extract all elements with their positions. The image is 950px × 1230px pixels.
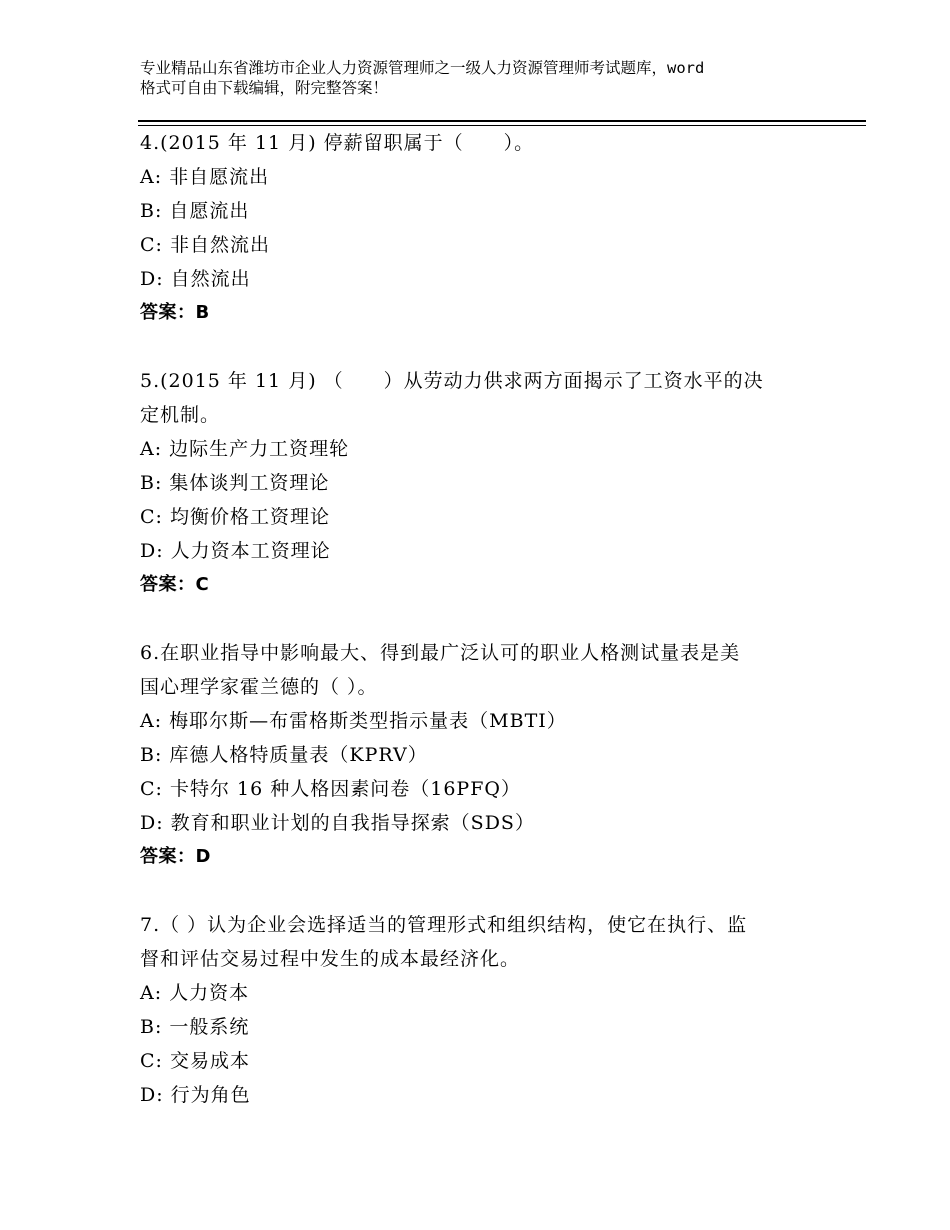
- question-text-continued: 国心理学家霍兰德的（ ）。: [140, 676, 378, 698]
- option-b: B: 一般系统: [140, 1016, 250, 1038]
- header-rule-thick: [138, 120, 866, 122]
- option-b: B: 集体谈判工资理论: [140, 472, 330, 494]
- question-list: [140, 126, 820, 1112]
- question-5: [140, 364, 820, 602]
- question-4: [140, 126, 820, 330]
- question-7: [140, 908, 820, 1112]
- option-d: D: 自然流出: [140, 268, 251, 290]
- option-a: A: 梅耶尔斯—布雷格斯类型指示量表（MBTI）: [140, 710, 567, 732]
- option-c: C: 非自然流出: [140, 234, 270, 256]
- spacer: [140, 602, 820, 636]
- spacer: [140, 874, 820, 908]
- option-a: A: 人力资本: [140, 982, 250, 1004]
- option-d: D: 人力资本工资理论: [140, 540, 331, 562]
- question-text: 5.(2015 年 11 月) （ ）从劳动力供求两方面揭示了工资水平的决: [140, 370, 764, 392]
- option-b: B: 自愿流出: [140, 200, 250, 222]
- question-text-continued: 督和评估交易过程中发生的成本最经济化。: [140, 948, 521, 970]
- option-a: A: 非自愿流出: [140, 166, 270, 188]
- option-c: C: 卡特尔 16 种人格因素问卷（16PFQ）: [140, 778, 521, 800]
- question-text: 6.在职业指导中影响最大、得到最广泛认可的职业人格测试量表是美: [140, 642, 741, 664]
- spacer: [140, 330, 820, 364]
- answer: 答案：D: [140, 846, 211, 867]
- answer: 答案：C: [140, 574, 210, 595]
- header-line-2: 格式可自由下载编辑，附完整答案！: [140, 79, 389, 97]
- answer: 答案：B: [140, 302, 210, 323]
- question-text: 4.(2015 年 11 月) 停薪留职属于（ ）。: [140, 132, 535, 154]
- header-line-1: 专业精品山东省潍坊市企业人力资源管理师之一级人力资源管理师考试题库，word: [140, 59, 705, 77]
- question-text: 7.（ ）认为企业会选择适当的管理形式和组织结构，使它在执行、监: [140, 914, 748, 936]
- option-d: D: 教育和职业计划的自我指导探索（SDS）: [140, 812, 535, 834]
- option-c: C: 均衡价格工资理论: [140, 506, 330, 528]
- option-b: B: 库德人格特质量表（KPRV）: [140, 744, 428, 766]
- option-c: C: 交易成本: [140, 1050, 250, 1072]
- option-a: A: 边际生产力工资理轮: [140, 438, 350, 460]
- document-header: [140, 58, 840, 98]
- question-6: [140, 636, 820, 874]
- question-text-continued: 定机制。: [140, 404, 221, 426]
- option-d: D: 行为角色: [140, 1084, 251, 1106]
